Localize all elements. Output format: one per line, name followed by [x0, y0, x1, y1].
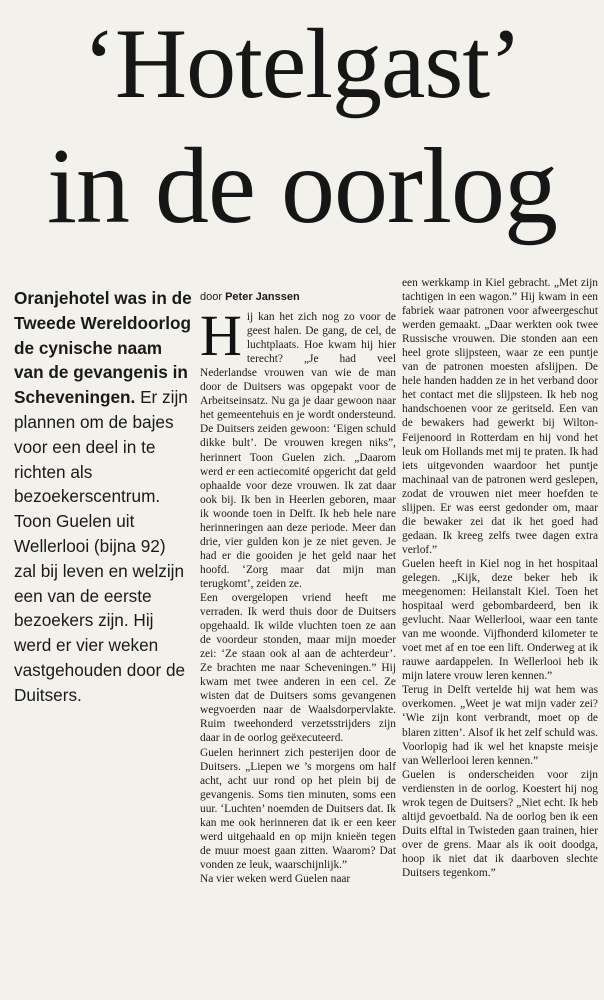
lead-text: ij kan het zich nog zo voor de geest halen. De gang, de cel, de luchtplaats. Hoe kwam hij hier terecht? „Je had veel Nederlandse vrouwen van wie de man door de Duitsers was opgepakt voor de Arbeitseinsatz. Nu ga je daar gewoon naar het gemeentehuis en je wordt ondersteund. De Duitsers zeiden gewoon: ‘Eigen schuld dikke bult’. De vrouwen kregen niks”, herinnert Toon Guelen zich. „Daarom werd er een actiecomité opgericht dat geld ophaalde voor deze vrouwen. Ik zat daar ook bij. Ik ben in Heerlen geboren, maar ik woonde toen in Delft. Ik heb hele nare herinneringen aan deze periode. Meer dan drie, vier gulden kon je ze niet geven. Je had er die gooiden je het geld naar het hoofd. ‘Zorg maar dat mijn man terugkomt’, zeiden ze.	[200, 311, 396, 590]
article-paragraph: Terug in Delft vertelde hij wat hem was overkomen. „Weet je wat mijn vader zei? ‘Wie zijn kont verbrandt, moet op de blaren zitten’. Alsof ik het zelf schuld was. Voorlopig had ik wel het knapste meisje van Wellerlooi leren kennen.”	[402, 684, 598, 767]
article-paragraph: Guelen is onderscheiden voor zijn verdiensten in de oorlog. Koestert hij nog wrok tegen de Duitsers? „Niet echt. Ik heb altijd gevoetbald. Na de oorlog ben ik een Duits elftal in Twisteden gaan trainen, hier over de grens. Maar als ik ooit doodga, hoop ik niet dat ik daarboven slechte Duitsers tegenkom.”	[402, 768, 598, 879]
article-paragraph: een werkkamp in Kiel gebracht. „Met zijn tachtigen in een wagon.” Hij kwam in een fabriek waar patronen voor afweergeschut werden gemaakt. „Daar werkten ook twee Russische vrouwen. Die stonden aan een heel grote slijpsteen, waar ze een puntje van de patronen moesten afslijpen. De hele handen hadden ze in het verband door het contact met die slijpsteen. Ik heb nog handschoenen voor ze geritseld. Een van de bewakers had gewerkt bij Wilton-Feijenoord in Rotterdam en hij vond het leuk om Hollands met mij te praten. Ik had iets uitgevonden waardoor het puntje machinaal van de patronen werd geslepen, zodat de vrouwen niet meer hoefden te slijpen. Er was eerst gedonder om, maar die bewaker zei dat ik het goed had gedaan. Ik kreeg zelfs twee dagen extra verlof.”	[402, 277, 598, 556]
intro-bold: Oranjehotel was in de Tweede Wereldoorlog de cynische naam van de gevangenis in Scheveningen.	[14, 288, 192, 408]
byline-prefix: door	[200, 291, 226, 303]
intro-paragraph	[14, 286, 192, 708]
dropcap: H	[200, 303, 242, 369]
article-paragraph: Na vier weken werd Guelen naar	[200, 872, 351, 885]
intro-text: Er zijn plannen om de bajes voor een deel in te richten als bezoekerscentrum. Toon Guelen uit Wellerlooi (bijna 92) zal bij leven en welzijn een van de eerste bezoekers zijn. Hij werd er vier weken vastgehouden door de Duitsers.	[14, 387, 188, 705]
article-paragraph: Een overgelopen vriend heeft me verraden. Ik werd thuis door de Duitsers opgehaald. Ik wilde vluchten toen ze aan de voordeur stonden, maar mijn moeder zei: ‘Ze staan ook al aan de achterdeur’. Ze brachten me naar Scheveningen.” Hij kwam met twee anderen in een cel. Ze wisten dat de Duitsers soms gevangenen wegvoerden naar de Waalsdorpervlakte. Ruim tweehonderd verzetsstrijders zijn daar in de oorlog geëxecuteerd.	[200, 591, 396, 745]
article-column-1	[200, 290, 396, 886]
byline-author: Peter Janssen	[225, 291, 300, 303]
article-lead-paragraph	[200, 303, 396, 591]
byline	[200, 290, 396, 304]
article-paragraph: Guelen herinnert zich pesterijen door de Duitsers. „Liepen we ’s morgens om half acht, acht uur rond op het plein bij de gevangenis. Soms tien minuten, soms een uur. ‘Luchten’ noemden de Duitsers dat. Ik kan me ook herinneren dat ik er een keer werd uitgehaald en op mijn knieën tegen de muur moest gaan zitten. Waarom? Dat vonden ze leuk, waarschijnlijk.”	[200, 746, 396, 871]
headline-line-2: in de oorlog	[47, 127, 557, 246]
headline-line-1: ‘Hotelgast’	[82, 8, 522, 119]
article-column-2	[402, 276, 598, 880]
article-paragraph: Guelen heeft in Kiel nog in het hospitaal gelegen. „Kijk, deze beker heb ik meegenomen: Heilanstalt Kiel. Toen het hospitaal werd gebombardeerd, ben ik gevlucht. Naar Wellerlooi, waar een tante van me woonde. Vijfhonderd kilometer te voet met af en toe een lift. Onderweg at ik rauwe aardappelen. In Wellerlooi heb ik mijn latere vrouw leren kennen.”	[402, 557, 598, 683]
